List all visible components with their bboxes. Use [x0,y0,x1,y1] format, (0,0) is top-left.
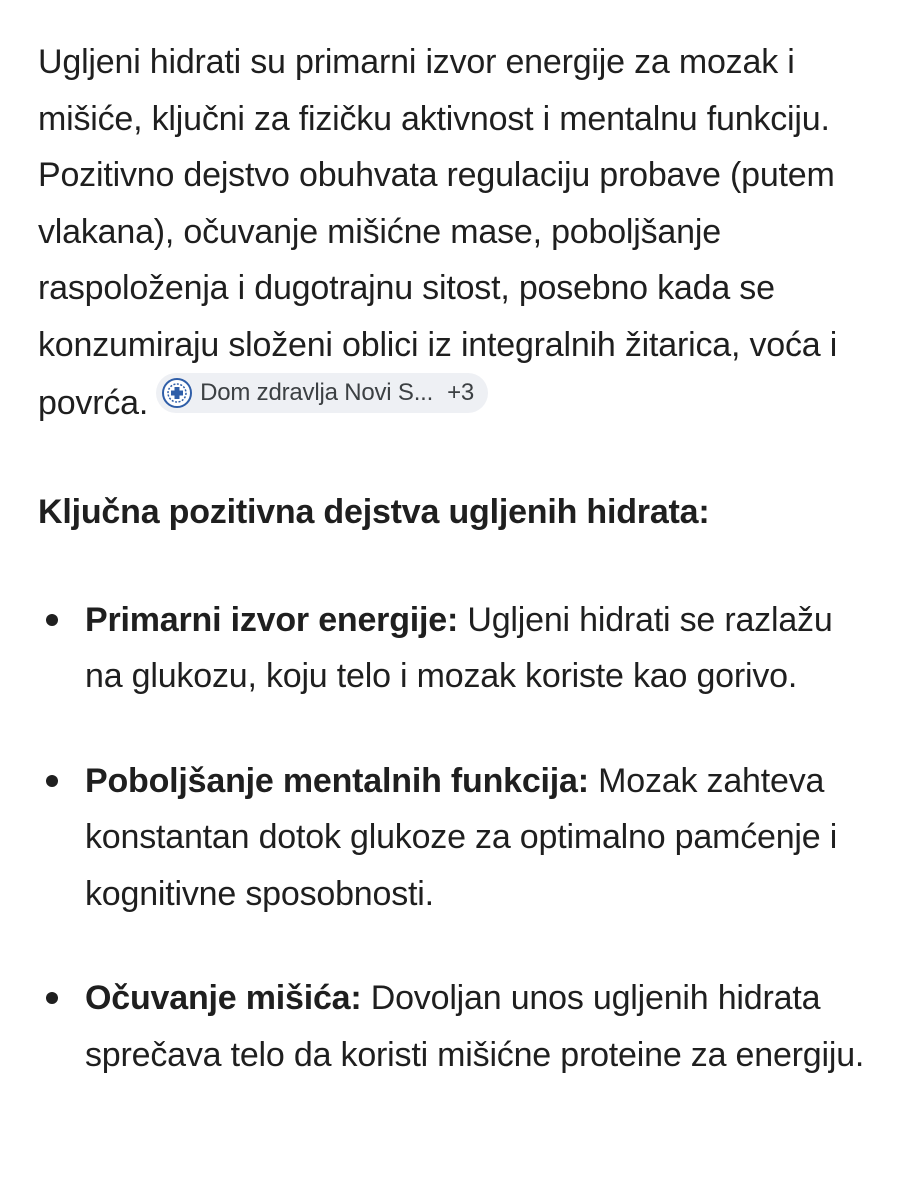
bullet-icon [46,614,58,626]
source-chip-count: +3 [447,379,475,406]
intro-text: Ugljeni hidrati su primarni izvor energije za mozak i mišiće, ključni za fizičku aktivnost i mentalnu funkciju. Pozitivno dejstvo obuhvata regulaciju probave (putem vlakana), očuvanje mišićne mase, poboljšanje raspoloženja i dugotrajnu sitost, posebno kada se konzumiraju složeni oblici iz integralnih žitarica, voća i povrća. [38,43,838,422]
intro-paragraph [38,34,878,432]
list-item-text: Ugljeni hidrati se razlažu na glukozu, koju telo i mozak koriste kao gorivo. [85,600,833,695]
source-chip-label: Dom zdravlja Novi S... [200,379,434,406]
source-logo-icon [162,378,192,408]
list-item-title: Poboljšanje mentalnih funkcija: [85,761,589,800]
list-item-text: Mozak zahteva konstantan dotok glukoze za optimalno pamćenje i kognitivne sposobnosti. [85,761,838,913]
source-chip[interactable] [156,373,488,413]
list-item [38,753,878,923]
benefits-list [38,592,878,1084]
list-item [38,970,878,1083]
list-item [38,592,878,705]
answer-content [38,34,878,1131]
section-heading: Ključna pozitivna dejstva ugljenih hidrata: [38,492,710,531]
bullet-icon [46,992,58,1004]
list-item-title: Očuvanje mišića: [85,979,362,1017]
list-item-title: Primarni izvor energije: [85,600,459,639]
bullet-icon [46,775,58,787]
list-item-text: Dovoljan unos ugljenih hidrata sprečava telo da koristi mišićne proteine za energiju. [85,979,865,1074]
